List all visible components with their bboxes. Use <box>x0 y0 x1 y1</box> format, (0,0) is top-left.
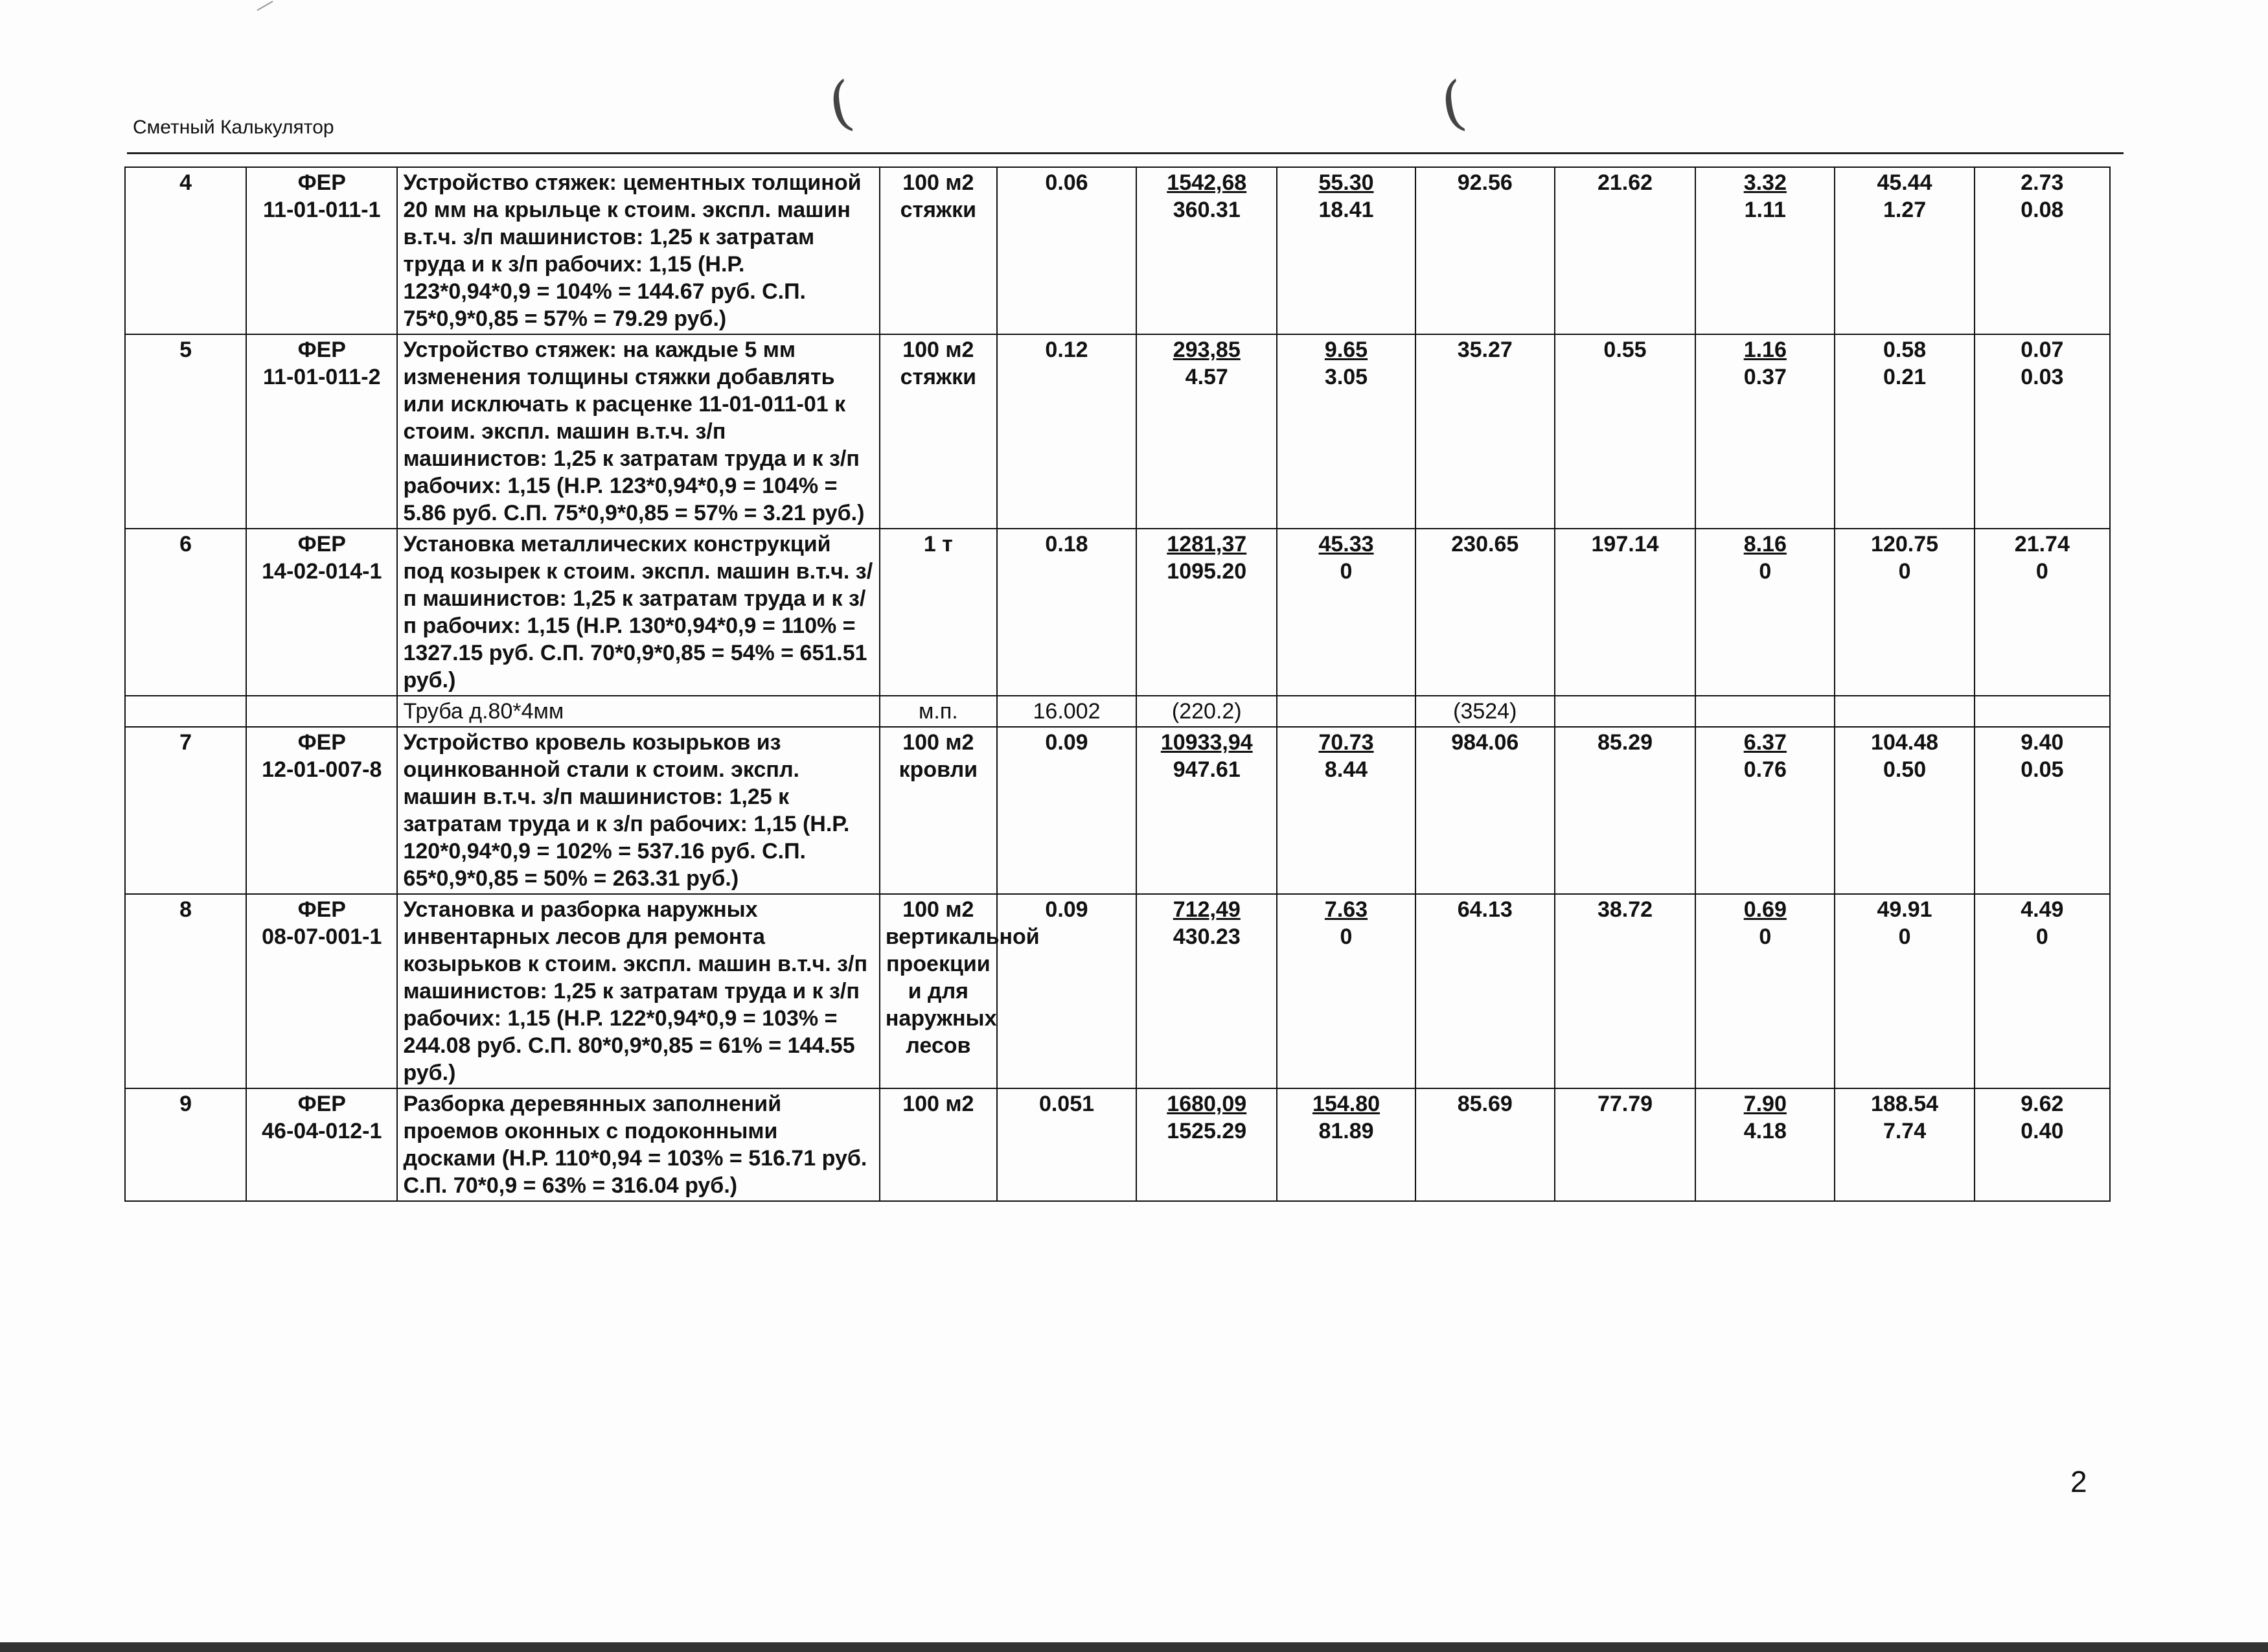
row-description-cell-value: Устройство стяжек: на каждые 5 мм изменения толщины стяжки добавлять или исключать к расценке 11-01-011-01 к стоим. экспл. машин в.т.ч. з/п машинистов: 1,25 к затратам труда и к з/п рабочих: 1,15 (Н.Р. 123*0,94*0,9 = 104% = 5.86 руб. С.П. 75*0,9*0,85 = 57% = 3.21 руб.) <box>403 338 865 525</box>
row-number-cell <box>125 696 246 727</box>
row-col10-cell <box>1835 167 1974 334</box>
row-col11-cell <box>1975 167 2110 334</box>
row-col9-cell <box>1695 727 1835 894</box>
row-description-cell-value: Разборка деревянных заполнений проемов оконных с подоконными досками (Н.Р. 110*0,94 = 103% = 516.71 руб. С.П. 70*0,9 = 63% = 316.04 руб.) <box>403 1092 867 1198</box>
page-header-title: Сметный Калькулятор <box>133 117 334 138</box>
row-description-cell <box>397 696 879 727</box>
row-quantity-cell <box>997 1088 1136 1201</box>
row-col11-cell <box>1975 894 2110 1088</box>
row-machine-cell-value: 55.30 <box>1318 170 1374 195</box>
row-unit-price-cell-value: 1095.20 <box>1167 559 1247 584</box>
row-empty-cell <box>1835 696 1974 727</box>
row-col9-cell <box>1695 334 1835 529</box>
row-number-cell-value: 8 <box>179 897 192 922</box>
row-description-cell <box>397 334 879 529</box>
row-code-cell <box>246 334 397 529</box>
row-unit-cell <box>880 1088 997 1201</box>
row-code-cell-value: ФЕР <box>297 532 346 556</box>
row-total-cell <box>1415 894 1555 1088</box>
table-row <box>125 529 2110 696</box>
row-unit-cell-value: 100 м2 <box>902 1092 974 1116</box>
row-machine-cell <box>1277 1088 1415 1201</box>
row-wage-cell <box>1555 727 1695 894</box>
row-quantity-cell-value: 0.051 <box>1038 1092 1095 1116</box>
row-unit-cell-value: 100 м2 вертикальной проекции и для наружных лесов <box>885 897 1040 1058</box>
page-number: 2 <box>2070 1465 2087 1498</box>
row-code-cell-value: ФЕР <box>297 170 346 195</box>
row-quantity-cell <box>997 334 1136 529</box>
row-col11-cell-value: 0 <box>2035 559 2048 584</box>
row-quantity-cell-value: 0.09 <box>1045 897 1088 922</box>
row-col11-cell-value: 2.73 <box>2021 170 2064 195</box>
row-unit-price-cell-value: 4.57 <box>1185 365 1228 389</box>
binder-hole-left: ( <box>823 68 858 140</box>
row-code-cell-value: 11-01-011-1 <box>263 198 381 222</box>
row-col10-cell-value: 0 <box>1898 559 1911 584</box>
row-number-cell <box>125 167 246 334</box>
table-subrow <box>125 696 2110 727</box>
row-total-cell <box>1415 1088 1555 1201</box>
row-col11-cell-value: 0.05 <box>2021 757 2064 782</box>
row-wage-cell <box>1555 1088 1695 1201</box>
row-col9-cell-value: 0 <box>1759 924 1772 949</box>
row-col10-cell-value: 120.75 <box>1871 532 1939 556</box>
row-code-cell-value: 14-02-014-1 <box>262 559 382 584</box>
row-wage-cell <box>1555 167 1695 334</box>
row-col11-cell-value: 0 <box>2035 924 2048 949</box>
row-number-cell-value: 6 <box>179 532 192 556</box>
row-machine-cell <box>1277 894 1415 1088</box>
row-col9-cell-value: 0 <box>1759 559 1772 584</box>
row-machine-cell-value: 70.73 <box>1318 730 1374 755</box>
row-unit-cell-value: 100 м2 стяжки <box>900 338 977 389</box>
row-unit-cell <box>880 696 997 727</box>
row-machine-cell <box>1277 167 1415 334</box>
row-machine-cell-value: 81.89 <box>1318 1119 1374 1143</box>
table-row <box>125 1088 2110 1201</box>
row-quantity-cell-value: 0.12 <box>1045 338 1088 362</box>
row-total-cell <box>1415 696 1555 727</box>
row-col9-cell <box>1695 529 1835 696</box>
row-unit-price-cell-value: 1680,09 <box>1167 1092 1247 1116</box>
row-machine-cell-value: 45.33 <box>1318 532 1374 556</box>
row-col10-cell-value: 0 <box>1898 924 1911 949</box>
row-description-cell <box>397 1088 879 1201</box>
row-unit-price-cell-value: 947.61 <box>1173 757 1241 782</box>
row-col9-cell-value: 6.37 <box>1743 730 1787 755</box>
row-col10-cell <box>1835 1088 1974 1201</box>
row-description-cell-value: Установка и разборка наружных инвентарных лесов для ремонта козырьков к стоим. экспл. машин в.т.ч. з/п машинистов: 1,25 к затратам труда и к з/п рабочих: 1,15 (Н.Р. 122*0,94*0,9 = 103% = 244.08 руб. С.П. 80*0,9*0,85 = 61% = 144.55 руб.) <box>403 897 868 1085</box>
row-description-cell-value: Устройство кровель козырьков из оцинкованной стали к стоим. экспл. машин в.т.ч. з/п машинистов: 1,25 к затратам труда и к з/п рабочих: 1,15 (Н.Р. 120*0,94*0,9 = 102% = 537.16 руб. С.П. 65*0,9*0,85 = 50% = 263.31 руб.) <box>403 730 850 891</box>
row-col10-cell-value: 0.50 <box>1883 757 1927 782</box>
row-unit-cell-value: м.п. <box>919 699 958 724</box>
row-unit-cell <box>880 894 1040 1088</box>
row-machine-cell <box>1277 334 1415 529</box>
row-unit-price-cell <box>1136 334 1277 529</box>
row-unit-price-cell-value: 712,49 <box>1173 897 1241 922</box>
row-total-cell-value: (3524) <box>1453 699 1517 724</box>
row-machine-cell <box>1277 529 1415 696</box>
row-quantity-cell-value: 0.09 <box>1045 730 1088 755</box>
row-unit-price-cell-value: 1525.29 <box>1167 1119 1247 1143</box>
row-wage-cell <box>1555 894 1695 1088</box>
row-total-cell-value: 85.69 <box>1457 1092 1513 1116</box>
row-col9-cell-value: 1.11 <box>1744 198 1786 222</box>
row-col11-cell <box>1975 529 2110 696</box>
row-quantity-cell <box>997 727 1136 894</box>
row-unit-cell <box>880 727 997 894</box>
row-machine-cell-value: 7.63 <box>1324 897 1368 922</box>
row-col11-cell-value: 21.74 <box>2014 532 2070 556</box>
row-col9-cell-value: 0.69 <box>1743 897 1787 922</box>
row-col11-cell <box>1975 1088 2110 1201</box>
row-col10-cell-value: 1.27 <box>1883 198 1927 222</box>
row-wage-cell <box>1555 334 1695 529</box>
row-machine-cell-value: 18.41 <box>1318 198 1374 222</box>
row-wage-cell-value: 21.62 <box>1597 170 1653 195</box>
row-empty-cell <box>1555 696 1695 727</box>
row-code-cell-value: ФЕР <box>297 897 346 922</box>
row-empty-cell <box>1975 696 2110 727</box>
row-description-cell-value: Устройство стяжек: цементных толщиной 20 мм на крыльце к стоим. экспл. машин в.т.ч. з/п машинистов: 1,25 к затратам труда и к з/п рабочих: 1,15 (Н.Р. 123*0,94*0,9 = 104% = 144.67 руб. С.П. 75*0,9*0,85 = 57% = 79.29 руб.) <box>403 170 862 331</box>
row-col10-cell <box>1835 529 1974 696</box>
row-code-cell-value: 46-04-012-1 <box>262 1119 382 1143</box>
row-col9-cell <box>1695 167 1835 334</box>
row-col9-cell-value: 4.18 <box>1743 1119 1787 1143</box>
row-quantity-cell <box>997 529 1136 696</box>
table-row <box>125 334 2110 529</box>
row-total-cell-value: 35.27 <box>1457 338 1513 362</box>
row-number-cell-value: 5 <box>179 338 192 362</box>
row-code-cell <box>246 167 397 334</box>
row-col9-cell-value: 3.32 <box>1743 170 1787 195</box>
row-empty-cell <box>1695 696 1835 727</box>
row-quantity-cell-value: 0.18 <box>1045 532 1088 556</box>
row-total-cell <box>1415 334 1555 529</box>
row-wage-cell-value: 0.55 <box>1603 338 1647 362</box>
scan-edge <box>0 1642 2268 1652</box>
row-col9-cell-value: 7.90 <box>1743 1092 1787 1116</box>
row-number-cell <box>125 727 246 894</box>
row-unit-price-cell <box>1136 167 1277 334</box>
row-wage-cell-value: 38.72 <box>1597 897 1653 922</box>
row-total-cell-value: 92.56 <box>1457 170 1513 195</box>
row-unit-price-cell <box>1136 894 1277 1088</box>
table-row <box>125 167 2110 334</box>
row-unit-price-cell-value: 360.31 <box>1173 198 1241 222</box>
row-col11-cell-value: 0.03 <box>2021 365 2064 389</box>
row-machine-cell-value: 0 <box>1340 559 1353 584</box>
row-unit-cell <box>880 167 997 334</box>
row-quantity-cell-value: 0.06 <box>1045 170 1088 195</box>
row-description-cell <box>397 894 879 1088</box>
binder-hole-right: ( <box>1436 68 1470 140</box>
row-col10-cell-value: 49.91 <box>1877 897 1932 922</box>
row-code-cell <box>246 894 397 1088</box>
row-col11-cell <box>1975 727 2110 894</box>
row-col11-cell-value: 9.62 <box>2021 1092 2064 1116</box>
row-code-cell-value: ФЕР <box>297 1092 346 1116</box>
row-wage-cell-value: 197.14 <box>1591 532 1659 556</box>
row-description-cell <box>397 727 879 894</box>
row-unit-price-cell-value: 430.23 <box>1173 924 1241 949</box>
table-row <box>125 894 2110 1088</box>
row-col11-cell-value: 0.07 <box>2021 338 2064 362</box>
row-unit-price-cell-value: 1542,68 <box>1167 170 1247 195</box>
row-code-cell <box>246 727 397 894</box>
row-col11-cell-value: 4.49 <box>2021 897 2064 922</box>
row-quantity-cell <box>997 696 1136 727</box>
row-code-cell-value: 08-07-001-1 <box>262 924 382 949</box>
row-col9-cell <box>1695 894 1835 1088</box>
row-total-cell-value: 230.65 <box>1451 532 1519 556</box>
row-col10-cell <box>1835 334 1974 529</box>
header-rule <box>127 152 2124 154</box>
row-description-cell <box>397 529 879 696</box>
row-total-cell <box>1415 167 1555 334</box>
row-machine-cell <box>1277 696 1415 727</box>
row-unit-cell <box>880 334 997 529</box>
row-unit-price-cell-value: 293,85 <box>1173 338 1241 362</box>
row-col10-cell <box>1835 894 1974 1088</box>
row-number-cell <box>125 1088 246 1201</box>
row-code-cell-value: 12-01-007-8 <box>262 757 382 782</box>
row-number-cell <box>125 894 246 1088</box>
row-code-cell <box>246 1088 397 1201</box>
scan-mark <box>257 1 273 11</box>
row-col9-cell-value: 8.16 <box>1743 532 1787 556</box>
row-unit-price-cell <box>1136 529 1277 696</box>
row-code-cell-value: ФЕР <box>297 730 346 755</box>
row-col11-cell-value: 0.08 <box>2021 198 2064 222</box>
row-unit-price-cell <box>1136 1088 1277 1201</box>
row-col10-cell-value: 0.58 <box>1883 338 1927 362</box>
row-code-cell-value: ФЕР <box>297 338 346 362</box>
row-col10-cell-value: 45.44 <box>1877 170 1932 195</box>
row-number-cell-value: 7 <box>179 730 192 755</box>
row-col9-cell-value: 0.37 <box>1743 365 1787 389</box>
row-machine-cell <box>1277 727 1415 894</box>
row-wage-cell-value: 85.29 <box>1597 730 1653 755</box>
row-col9-cell-value: 0.76 <box>1743 757 1787 782</box>
row-unit-cell-value: 100 м2 стяжки <box>900 170 977 222</box>
row-col10-cell-value: 0.21 <box>1883 365 1927 389</box>
row-machine-cell-value: 8.44 <box>1324 757 1368 782</box>
row-number-cell <box>125 334 246 529</box>
row-wage-cell-value: 77.79 <box>1597 1092 1653 1116</box>
row-machine-cell-value: 0 <box>1340 924 1353 949</box>
row-quantity-cell-value: 16.002 <box>1033 699 1101 724</box>
row-col10-cell <box>1835 727 1974 894</box>
row-description-cell-value: Труба д.80*4мм <box>403 699 564 724</box>
row-code-cell <box>246 529 397 696</box>
row-unit-cell-value: 1 т <box>923 532 953 556</box>
row-unit-price-cell-value: 10933,94 <box>1160 730 1253 755</box>
row-description-cell <box>397 167 879 334</box>
row-col9-cell <box>1695 1088 1835 1201</box>
row-unit-price-cell <box>1136 727 1277 894</box>
row-number-cell <box>125 529 246 696</box>
row-total-cell <box>1415 727 1555 894</box>
row-number-cell-value: 4 <box>179 170 192 195</box>
row-quantity-cell <box>997 167 1136 334</box>
row-col10-cell-value: 104.48 <box>1871 730 1939 755</box>
row-description-cell-value: Установка металлических конструкций под козырек к стоим. экспл. машин в.т.ч. з/п машинистов: 1,25 к затратам труда и к з/п рабочих: 1,15 (Н.Р. 130*0,94*0,9 = 110% = 1327.15 руб. С.П. 70*0,9*0,85 = 54% = 651.51 руб.) <box>403 532 873 693</box>
row-machine-cell-value: 9.65 <box>1324 338 1368 362</box>
table-row <box>125 727 2110 894</box>
row-unit-price-cell <box>1136 696 1277 727</box>
row-col11-cell <box>1975 334 2110 529</box>
row-col11-cell-value: 9.40 <box>2021 730 2064 755</box>
row-wage-cell <box>1555 529 1695 696</box>
row-col10-cell-value: 7.74 <box>1883 1119 1927 1143</box>
row-code-cell <box>246 696 397 727</box>
row-col11-cell-value: 0.40 <box>2021 1119 2064 1143</box>
row-col9-cell-value: 1.16 <box>1743 338 1787 362</box>
row-unit-cell <box>880 529 997 696</box>
estimate-table <box>124 166 2111 1202</box>
row-machine-cell-value: 3.05 <box>1324 365 1368 389</box>
row-col10-cell-value: 188.54 <box>1871 1092 1939 1116</box>
row-total-cell <box>1415 529 1555 696</box>
row-number-cell-value: 9 <box>179 1092 192 1116</box>
row-machine-cell-value: 154.80 <box>1312 1092 1380 1116</box>
row-code-cell-value: 11-01-011-2 <box>263 365 381 389</box>
row-unit-cell-value: 100 м2 кровли <box>899 730 978 782</box>
row-unit-price-cell-value: (220.2) <box>1171 699 1242 724</box>
row-unit-price-cell-value: 1281,37 <box>1167 532 1247 556</box>
row-quantity-cell <box>997 894 1136 1088</box>
row-total-cell-value: 64.13 <box>1457 897 1513 922</box>
row-total-cell-value: 984.06 <box>1451 730 1519 755</box>
